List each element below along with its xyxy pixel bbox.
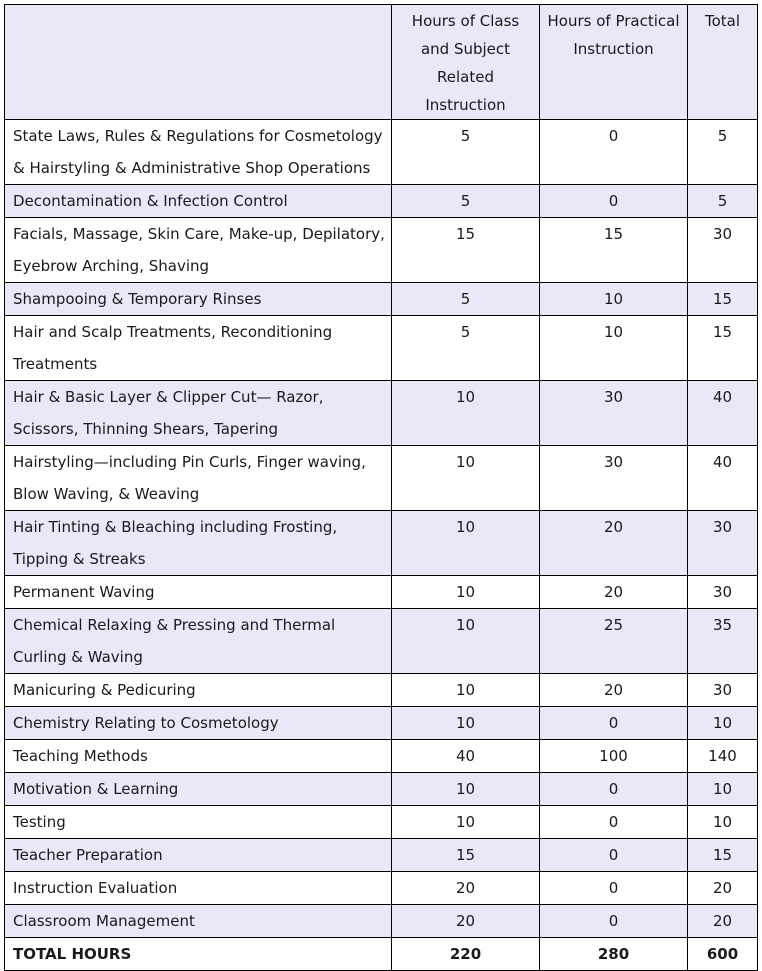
row-practical-hours: 0 bbox=[540, 905, 688, 938]
table-row bbox=[5, 806, 758, 839]
table-row bbox=[5, 218, 758, 283]
row-subject: State Laws, Rules & Regulations for Cosmetology & Hairstyling & Administrative Shop Operations bbox=[5, 120, 392, 185]
total-row bbox=[5, 938, 758, 971]
row-class-hours: 15 bbox=[392, 839, 540, 872]
row-practical-hours: 0 bbox=[540, 185, 688, 218]
row-class-hours: 5 bbox=[392, 316, 540, 381]
header-practical-hours: Hours of Practical Instruction bbox=[540, 5, 688, 120]
row-total-hours: 15 bbox=[688, 839, 758, 872]
row-subject: Teacher Preparation bbox=[5, 839, 392, 872]
row-total-hours: 10 bbox=[688, 773, 758, 806]
row-practical-hours: 0 bbox=[540, 707, 688, 740]
row-subject: Shampooing & Temporary Rinses bbox=[5, 283, 392, 316]
curriculum-table-wrapper bbox=[4, 4, 758, 971]
row-practical-hours: 15 bbox=[540, 218, 688, 283]
row-subject: Facials, Massage, Skin Care, Make-up, Depilatory, Eyebrow Arching, Shaving bbox=[5, 218, 392, 283]
row-total-hours: 20 bbox=[688, 905, 758, 938]
row-practical-hours: 0 bbox=[540, 773, 688, 806]
row-total-hours: 15 bbox=[688, 316, 758, 381]
total-practical-hours: 280 bbox=[540, 938, 688, 971]
row-total-hours: 5 bbox=[688, 185, 758, 218]
row-subject: Hair & Basic Layer & Clipper Cut— Razor, Scissors, Thinning Shears, Tapering bbox=[5, 381, 392, 446]
table-row bbox=[5, 905, 758, 938]
table-row bbox=[5, 773, 758, 806]
total-class-hours: 220 bbox=[392, 938, 540, 971]
row-total-hours: 40 bbox=[688, 381, 758, 446]
row-class-hours: 5 bbox=[392, 185, 540, 218]
table-row bbox=[5, 446, 758, 511]
row-total-hours: 5 bbox=[688, 120, 758, 185]
row-total-hours: 15 bbox=[688, 283, 758, 316]
table-row bbox=[5, 316, 758, 381]
table-row bbox=[5, 740, 758, 773]
row-subject: Hairstyling—including Pin Curls, Finger waving, Blow Waving, & Weaving bbox=[5, 446, 392, 511]
row-class-hours: 10 bbox=[392, 773, 540, 806]
row-subject: Motivation & Learning bbox=[5, 773, 392, 806]
table-row bbox=[5, 283, 758, 316]
row-class-hours: 10 bbox=[392, 707, 540, 740]
row-practical-hours: 20 bbox=[540, 511, 688, 576]
row-class-hours: 10 bbox=[392, 806, 540, 839]
row-practical-hours: 20 bbox=[540, 674, 688, 707]
table-row bbox=[5, 381, 758, 446]
row-total-hours: 35 bbox=[688, 609, 758, 674]
row-total-hours: 30 bbox=[688, 674, 758, 707]
row-class-hours: 10 bbox=[392, 674, 540, 707]
table-row bbox=[5, 120, 758, 185]
header-total: Total bbox=[688, 5, 758, 120]
row-subject: Permanent Waving bbox=[5, 576, 392, 609]
row-practical-hours: 0 bbox=[540, 872, 688, 905]
table-row bbox=[5, 185, 758, 218]
row-class-hours: 10 bbox=[392, 576, 540, 609]
row-total-hours: 40 bbox=[688, 446, 758, 511]
row-class-hours: 10 bbox=[392, 381, 540, 446]
row-subject: Hair Tinting & Bleaching including Frosting, Tipping & Streaks bbox=[5, 511, 392, 576]
row-practical-hours: 25 bbox=[540, 609, 688, 674]
row-practical-hours: 0 bbox=[540, 839, 688, 872]
row-subject: Instruction Evaluation bbox=[5, 872, 392, 905]
table-row bbox=[5, 609, 758, 674]
table-row bbox=[5, 674, 758, 707]
curriculum-hours-table bbox=[4, 4, 758, 971]
row-class-hours: 15 bbox=[392, 218, 540, 283]
row-subject: Teaching Methods bbox=[5, 740, 392, 773]
table-body bbox=[5, 120, 758, 938]
table-row bbox=[5, 511, 758, 576]
row-practical-hours: 10 bbox=[540, 316, 688, 381]
row-practical-hours: 0 bbox=[540, 806, 688, 839]
row-practical-hours: 30 bbox=[540, 381, 688, 446]
row-total-hours: 30 bbox=[688, 218, 758, 283]
row-practical-hours: 10 bbox=[540, 283, 688, 316]
row-subject: Classroom Management bbox=[5, 905, 392, 938]
row-class-hours: 5 bbox=[392, 120, 540, 185]
row-subject: Chemical Relaxing & Pressing and Thermal Curling & Waving bbox=[5, 609, 392, 674]
row-total-hours: 10 bbox=[688, 806, 758, 839]
row-total-hours: 30 bbox=[688, 511, 758, 576]
table-row bbox=[5, 707, 758, 740]
row-total-hours: 10 bbox=[688, 707, 758, 740]
row-total-hours: 140 bbox=[688, 740, 758, 773]
header-subject bbox=[5, 5, 392, 120]
row-subject: Decontamination & Infection Control bbox=[5, 185, 392, 218]
row-class-hours: 20 bbox=[392, 905, 540, 938]
row-subject: Chemistry Relating to Cosmetology bbox=[5, 707, 392, 740]
row-class-hours: 10 bbox=[392, 511, 540, 576]
total-label: TOTAL HOURS bbox=[5, 938, 392, 971]
row-practical-hours: 0 bbox=[540, 120, 688, 185]
row-subject: Testing bbox=[5, 806, 392, 839]
row-class-hours: 10 bbox=[392, 609, 540, 674]
row-total-hours: 20 bbox=[688, 872, 758, 905]
row-total-hours: 30 bbox=[688, 576, 758, 609]
row-subject: Manicuring & Pedicuring bbox=[5, 674, 392, 707]
header-row bbox=[5, 5, 758, 120]
row-subject: Hair and Scalp Treatments, Reconditioning Treatments bbox=[5, 316, 392, 381]
row-class-hours: 10 bbox=[392, 446, 540, 511]
row-class-hours: 20 bbox=[392, 872, 540, 905]
table-row bbox=[5, 576, 758, 609]
row-class-hours: 5 bbox=[392, 283, 540, 316]
row-practical-hours: 30 bbox=[540, 446, 688, 511]
table-row bbox=[5, 872, 758, 905]
header-class-hours: Hours of Class and Subject Related Instruction bbox=[392, 5, 540, 120]
row-practical-hours: 100 bbox=[540, 740, 688, 773]
row-practical-hours: 20 bbox=[540, 576, 688, 609]
row-class-hours: 40 bbox=[392, 740, 540, 773]
total-hours: 600 bbox=[688, 938, 758, 971]
table-row bbox=[5, 839, 758, 872]
